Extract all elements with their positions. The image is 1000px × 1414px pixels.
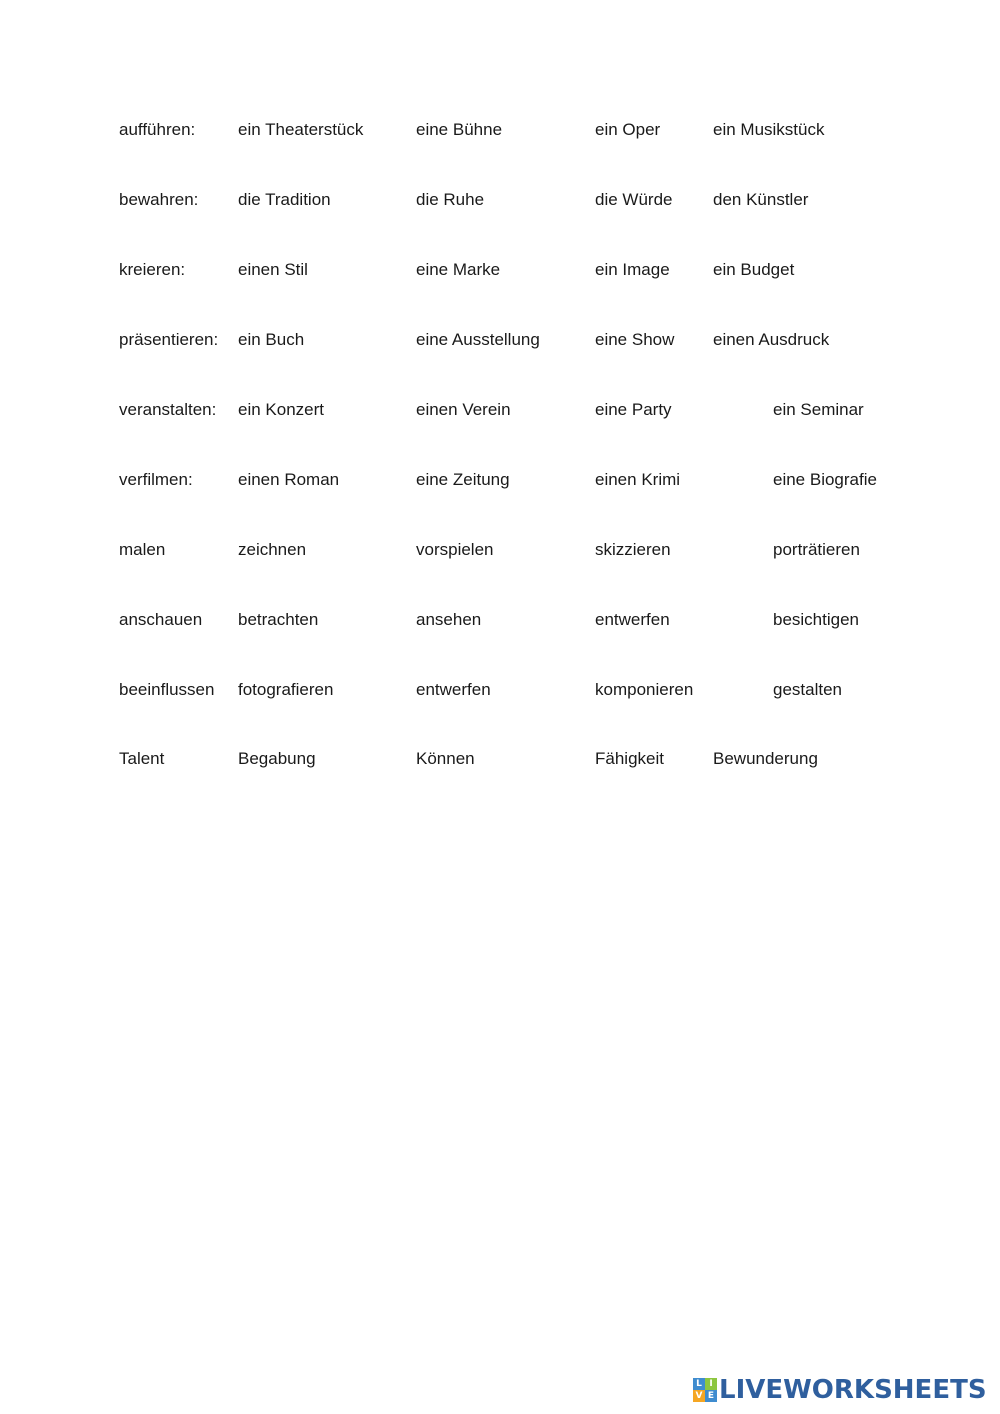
word-row-bewahren bbox=[0, 189, 1000, 213]
word-option: eine Bühne bbox=[416, 120, 503, 139]
word-option: skizzieren bbox=[595, 540, 671, 559]
word-option: eine Marke bbox=[416, 260, 501, 279]
logo-letter-v: V bbox=[693, 1390, 705, 1402]
row-verb: präsentieren: bbox=[119, 330, 219, 349]
word-row-beeinflussen bbox=[0, 679, 1000, 703]
word-row-malen bbox=[0, 539, 1000, 563]
row-verb: aufführen: bbox=[119, 120, 196, 139]
word-option: eine Biografie bbox=[773, 470, 877, 489]
word-row-anschauen bbox=[0, 609, 1000, 633]
logo-letter-l: L bbox=[693, 1378, 705, 1390]
liveworksheets-wordmark: LIVEWORKSHEETS bbox=[719, 1375, 987, 1405]
word-row-auffuehren bbox=[0, 119, 1000, 143]
word-option: entwerfen bbox=[416, 680, 491, 699]
word-option: ein Buch bbox=[238, 330, 305, 349]
row-verb: anschauen bbox=[119, 610, 203, 629]
word-option: die Tradition bbox=[238, 190, 331, 209]
word-option: fotografieren bbox=[238, 680, 334, 699]
logo-letter-e: E bbox=[705, 1390, 717, 1402]
row-verb: beeinflussen bbox=[119, 680, 215, 699]
word-row-verfilmen bbox=[0, 469, 1000, 493]
word-option: vorspielen bbox=[416, 540, 494, 559]
word-option: Begabung bbox=[238, 749, 316, 768]
word-option: Fähigkeit bbox=[595, 749, 664, 768]
word-option: Können bbox=[416, 749, 475, 768]
word-option: entwerfen bbox=[595, 610, 670, 629]
word-option: einen Stil bbox=[238, 260, 308, 279]
word-option: ein Musikstück bbox=[713, 120, 825, 139]
word-option: ein Budget bbox=[713, 260, 795, 279]
word-option: ansehen bbox=[416, 610, 482, 629]
word-option: eine Ausstellung bbox=[416, 330, 540, 349]
word-option: einen Ausdruck bbox=[713, 330, 830, 349]
word-option: ein Oper bbox=[595, 120, 661, 139]
word-option: einen Krimi bbox=[595, 470, 681, 489]
row-verb: verfilmen: bbox=[119, 470, 193, 489]
word-option: komponieren bbox=[595, 680, 694, 699]
word-option: zeichnen bbox=[238, 540, 307, 559]
word-option: eine Zeitung bbox=[416, 470, 510, 489]
word-row-veranstalten bbox=[0, 399, 1000, 423]
row-verb: kreieren: bbox=[119, 260, 186, 279]
word-option: ein Konzert bbox=[238, 400, 324, 419]
word-option: eine Party bbox=[595, 400, 672, 419]
row-verb: malen bbox=[119, 540, 166, 559]
word-option: gestalten bbox=[773, 680, 842, 699]
word-option: eine Show bbox=[595, 330, 675, 349]
word-option: den Künstler bbox=[713, 190, 809, 209]
logo-letter-i: I bbox=[705, 1378, 717, 1390]
word-option: ein Theaterstück bbox=[238, 120, 364, 139]
word-row-praesentieren bbox=[0, 329, 1000, 353]
word-option: besichtigen bbox=[773, 610, 860, 629]
word-option: die Würde bbox=[595, 190, 673, 209]
liveworksheets-logo-icon bbox=[693, 1378, 717, 1402]
liveworksheets-logo bbox=[693, 1375, 987, 1405]
row-verb: bewahren: bbox=[119, 190, 199, 209]
row-verb: Talent bbox=[119, 749, 165, 768]
word-row-kreieren bbox=[0, 259, 1000, 283]
word-option: ein Image bbox=[595, 260, 670, 279]
word-option: ein Seminar bbox=[773, 400, 864, 419]
word-row-talent bbox=[0, 748, 1000, 772]
word-option: betrachten bbox=[238, 610, 319, 629]
word-option: einen Verein bbox=[416, 400, 511, 419]
row-verb: veranstalten: bbox=[119, 400, 217, 419]
word-option: einen Roman bbox=[238, 470, 340, 489]
word-option: die Ruhe bbox=[416, 190, 485, 209]
word-option: Bewunderung bbox=[713, 749, 818, 768]
word-option: porträtieren bbox=[773, 540, 860, 559]
